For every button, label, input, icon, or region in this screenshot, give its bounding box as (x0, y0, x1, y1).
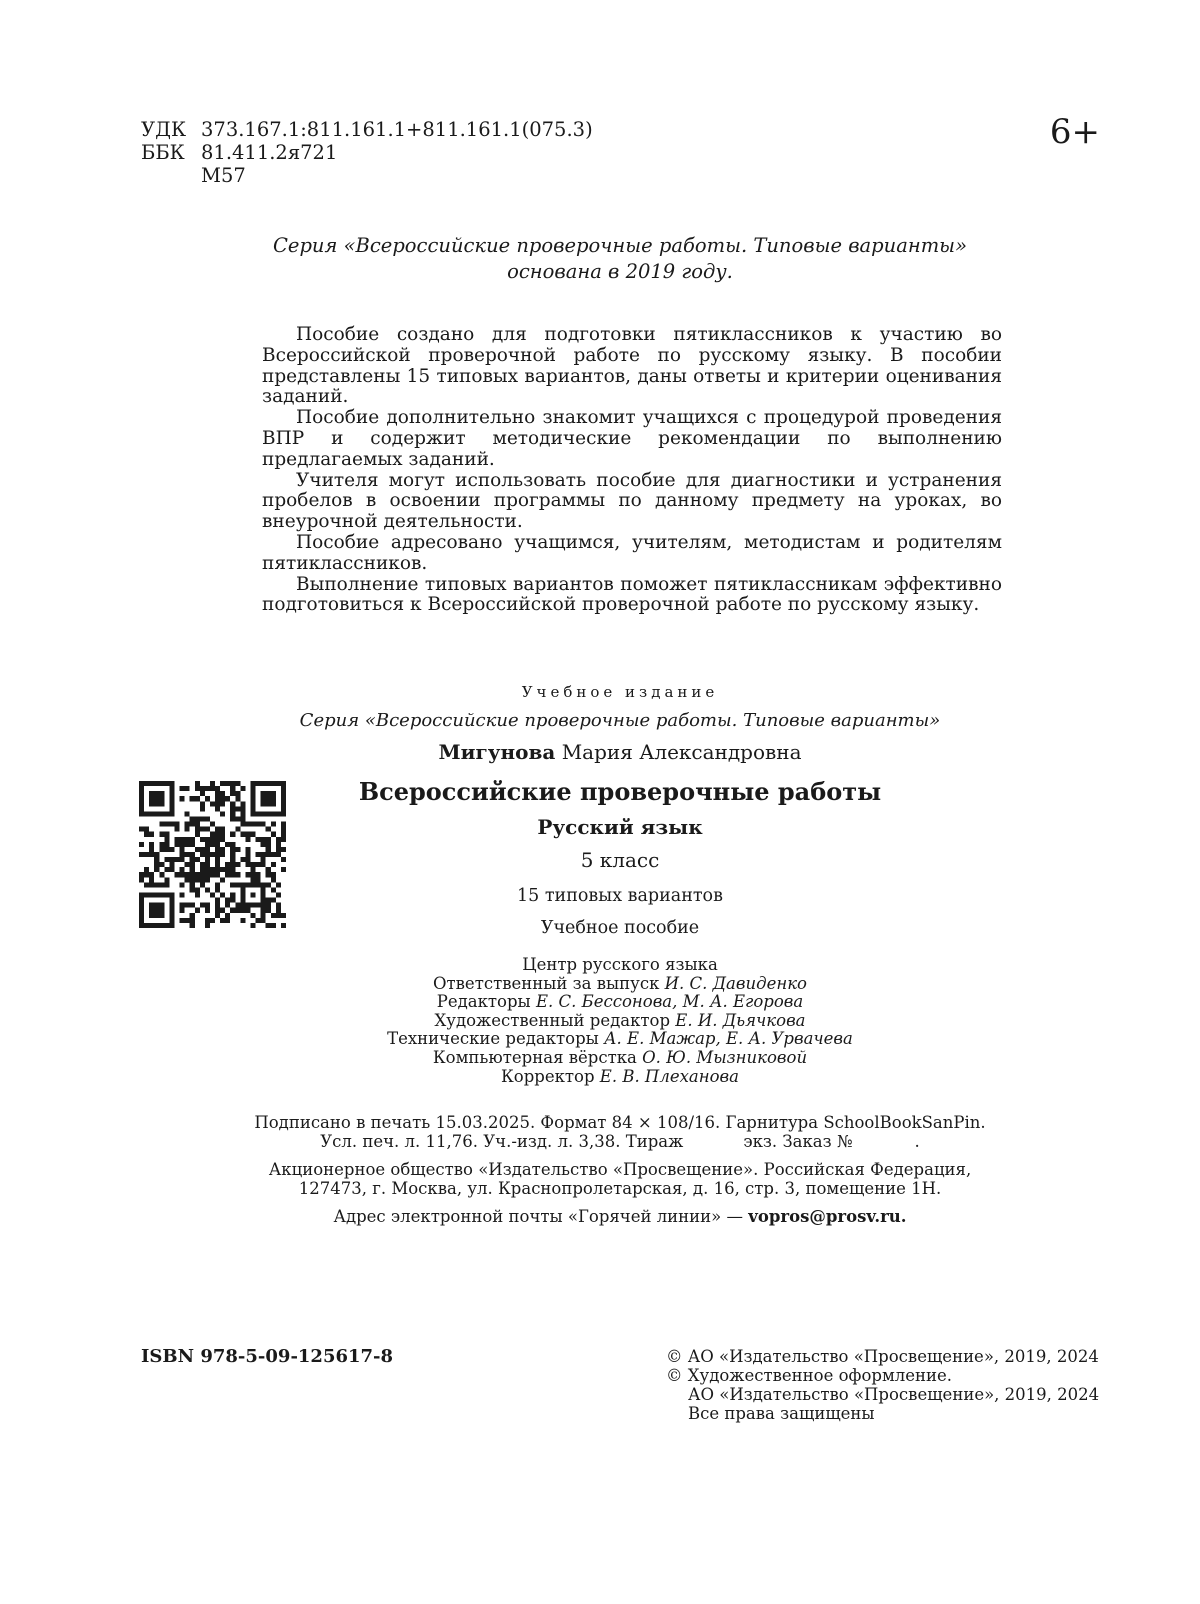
copyright-line: Все права защищены (688, 1404, 875, 1423)
author-surname: Мигунова (438, 740, 556, 764)
udk-label: УДК (141, 118, 187, 141)
email-link: vopros@prosv.ru (748, 1207, 901, 1227)
book-type: Учебное пособие (540, 918, 700, 938)
author-name: Мария Александровна (561, 740, 802, 764)
annotation-paragraph: Пособие адресовано учащимся, учителям, методистам и родителям пятиклассников. (262, 531, 1002, 574)
hotline-email: Адрес электронной почты «Горячей линии» — vopros@prosv.ru. (333, 1207, 907, 1227)
copyright-line: © АО «Издательство «Просвещение», 2019, 2024 (666, 1347, 1099, 1366)
book-title: Всероссийские проверочные работы (358, 777, 882, 806)
publisher-line2: 127473, г. Москва, ул. Краснопролетарская, д. 16, стр. 3, помещение 1Н. (298, 1178, 942, 1198)
book-subject: Русский язык (537, 815, 703, 839)
copyright-line: © Художественное оформление. (666, 1366, 953, 1385)
publisher-line1: Акционерное общество «Издательство «Просвещение». Российская Федерация, (268, 1160, 972, 1180)
credit-line: Технические редакторы А. Е. Мажар, Е. А. Урвачева (387, 1029, 853, 1049)
qr-code-icon[interactable] (139, 781, 286, 928)
annotation-paragraph: Пособие дополнительно знакомит учащихся с процедурой проведения ВПР и содержит методические рекомендации по выполнению предлагаемых заданий. (262, 407, 1002, 470)
bbk-label: ББК (141, 141, 185, 164)
annotation-paragraph: Выполнение типовых вариантов поможет пятиклассникам эффективно подготовиться к Всероссийской проверочной работе по русскому языку. (262, 573, 1002, 616)
isbn: ISBN 978-5-09-125617-8 (141, 1346, 394, 1367)
copyright-line: АО «Издательство «Просвещение», 2019, 2024 (688, 1385, 1100, 1404)
imprint-print-info: Подписано в печать 15.03.2025. Формат 84 × 108/16. Гарнитура SchoolBookSanPin. (254, 1113, 986, 1132)
series-note (160, 233, 1080, 285)
udk-value: 373.167.1:811.161.1+811.161.1(075.3) (201, 118, 593, 141)
classification-block (141, 118, 593, 187)
credit-line: Художественный редактор Е. И. Дьячкова (434, 1010, 806, 1030)
annotation-paragraph: Пособие создано для подготовки пятиклассников к участию во Всероссийской проверочной работе по русскому языку. В пособии представлены 15 типовых вариантов, даны ответы и критерии оценивания заданий. (262, 324, 1002, 408)
credit-line: Редакторы Е. С. Бессонова, М. А. Егорова (436, 992, 804, 1012)
book-grade: 5 класс (580, 848, 660, 872)
age-rating: 6+ (1049, 112, 1100, 152)
edition-series: Серия «Всероссийские проверочные работы. Типовые варианты» (299, 710, 941, 731)
series-note-line1: Серия «Всероссийские проверочные работы. Типовые варианты» (272, 234, 967, 257)
credit-line: Компьютерная вёрстка О. Ю. Мызниковой (432, 1047, 808, 1067)
book-variants: 15 типовых вариантов (517, 886, 723, 906)
copyright (666, 1347, 1099, 1423)
imprint (160, 1114, 1080, 1227)
annotation-paragraph: Учителя могут использовать пособие для диагностики и устранения пробелов в освоении программы по данному предмету на уроках, во внеурочной деятельности. (262, 469, 1002, 533)
series-note-line2: основана в 2019 году. (507, 260, 733, 283)
credit-line: Ответственный за выпуск И. С. Давиденко (432, 973, 807, 993)
edition-type: Учебное издание (521, 683, 719, 701)
credit-line: Центр русского языка (522, 955, 718, 974)
author-mark: М57 (201, 164, 246, 187)
credits (160, 956, 1080, 1086)
bbk-value: 81.411.2я721 (201, 141, 338, 164)
credit-line: Корректор Е. В. Плеханова (501, 1066, 739, 1086)
author (160, 740, 1080, 764)
qr-code-graphic (139, 781, 286, 928)
annotation (262, 325, 1002, 616)
imprint-print-run: Усл. печ. л. 11,76. Уч.-изд. л. 3,38. Тираж экз. Заказ № . (320, 1131, 920, 1151)
